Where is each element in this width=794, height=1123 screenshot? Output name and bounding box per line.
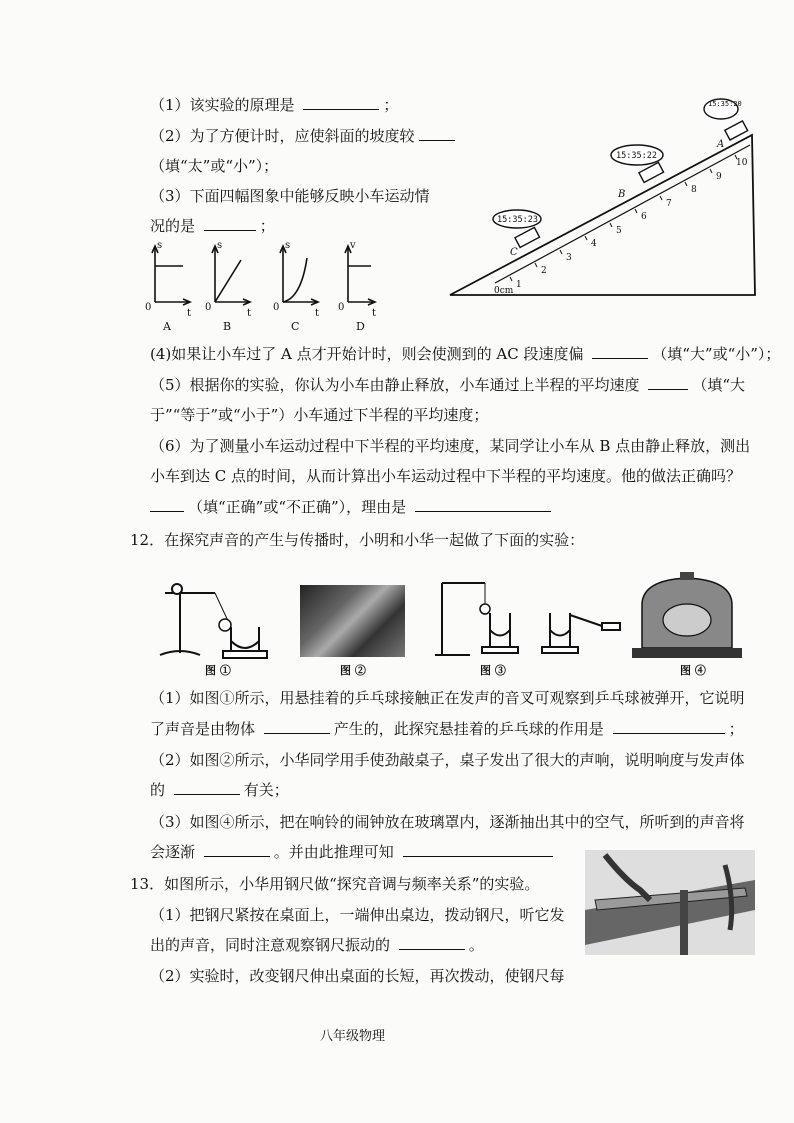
q11-p6-text: （6）为了测量小车运动过程中下半程的平均速度，某同学让小车从 B 点由静止释放，测出 (150, 437, 751, 455)
clock-a-time: 15:35:20 (708, 100, 742, 108)
page-footer: 八年级物理 (320, 1029, 386, 1044)
graph-b-letter: B (223, 320, 232, 333)
graph-c-yaxis: s (285, 240, 291, 251)
figure-2-table-photo (300, 585, 405, 657)
cart-a (725, 121, 748, 140)
ruler-tick-1: 1 (516, 280, 522, 290)
q11-part2-hint (150, 156, 278, 176)
answer-blank[interactable] (150, 497, 184, 512)
q11-p3-end: ； (259, 217, 275, 235)
graph-d-xaxis: t (372, 308, 377, 319)
graph-b-yaxis: s (217, 240, 223, 251)
q13-p1-text: （1）把钢尺紧按在桌面上，一端伸出桌边，拨动钢尺，听它发 (150, 906, 565, 924)
answer-blank[interactable] (648, 375, 688, 390)
ping-pong-ball-icon (219, 619, 231, 631)
q12-p1-text: （1）如图①所示，用悬挂着的乒乓球接触正在发声的音叉可观察到乒乓球被弹开，它说明 (150, 689, 745, 707)
q11-part4 (150, 344, 780, 364)
graph-a-letter: A (163, 320, 171, 333)
q11-part5 (150, 375, 745, 395)
q11-p1-end: ； (383, 96, 399, 114)
q11-p5-text: （5）根据你的实验，你认为小车由静止释放，小车通过上半程的平均速度 (150, 376, 645, 394)
q12-p3-text: （3）如图④所示，把在响铃的闹钟放在玻璃罩内，逐渐抽出其中的空气，所听到的声音将 (150, 813, 745, 831)
answer-blank[interactable] (204, 842, 270, 857)
q13-p1-text2: 出的声音，同时注意观察钢尺振动的 (150, 936, 395, 954)
q11-p3-text2: 况的是 (150, 217, 200, 235)
q11-p5-text2: 于”“等于”或“小于”）小车通过下半程的平均速度； (150, 406, 489, 424)
q12-intro-text: 12．在探究声音的产生与传播时，小明和小华一起做了下面的实验： (130, 531, 585, 549)
ruler-tick-2: 2 (541, 266, 547, 276)
answer-blank[interactable] (403, 842, 553, 857)
q11-part1 (150, 95, 398, 115)
q11-part6 (150, 436, 750, 456)
ping-pong-ball-icon (480, 604, 490, 614)
ruler-tick-8: 8 (691, 185, 697, 195)
answer-blank[interactable] (415, 497, 551, 512)
q13-part2 (150, 966, 565, 986)
figure-3-two-tuning-forks (430, 575, 630, 665)
q13-p1-end: 。 (468, 936, 484, 954)
q12-intro (130, 530, 584, 550)
ruler-tick-4: 4 (591, 239, 597, 249)
q12-part3 (150, 812, 745, 832)
fig-2-label: 图 ② (340, 664, 366, 677)
graph-c-letter: C (291, 320, 300, 333)
graph-d-letter: D (356, 320, 365, 333)
clock-b-time: 15:35:22 (616, 151, 657, 161)
graph-a-yaxis: s (157, 240, 163, 251)
q12-part3-cont (150, 842, 557, 862)
q11-part6-cont (150, 466, 741, 486)
q11-p5-hint: （填“大 (692, 376, 745, 394)
figure-4-bell-jar (632, 570, 742, 660)
q13-p2-text: （2）实验时，改变钢尺伸出桌面的长短，再次拨动，使钢尺每 (150, 967, 565, 985)
q12-p1-end: ； (728, 720, 744, 738)
ruler-tick-10: 10 (736, 158, 748, 168)
answer-blank[interactable] (264, 719, 330, 734)
fig-3-label: 图 ③ (480, 664, 506, 677)
q12-part1 (150, 688, 745, 708)
ruler-tick-3: 3 (566, 253, 572, 263)
answer-blank[interactable] (613, 719, 725, 734)
graph-b (212, 246, 250, 305)
q12-part2-cont (150, 780, 289, 800)
ruler-tick-7: 7 (666, 199, 672, 209)
q11-p2-hint: （填“太”或“小”）； (150, 157, 279, 175)
q12-part2 (150, 750, 745, 770)
fig-1-label: 图 ① (205, 664, 231, 677)
q11-p1-text: （1）该实验的原理是 (150, 96, 300, 114)
answer-blank[interactable] (174, 780, 240, 795)
ruler-ticks (510, 155, 737, 281)
q11-p6-text3: （填“正确”或“不正确”），理由是 (188, 498, 411, 516)
point-c-label: C (510, 247, 518, 258)
q11-p6-text2: 小车到达 C 点的时间，从而计算出小车运动过程中下半程的平均速度。他的做法正确吗？ (150, 467, 742, 485)
graph-a-origin: 0 (145, 302, 152, 313)
ruler-tick-6: 6 (641, 212, 647, 222)
alarm-clock-icon (663, 604, 711, 636)
answer-blank[interactable] (399, 935, 465, 950)
graph-b-origin: 0 (205, 302, 212, 313)
graph-c-origin: 0 (273, 302, 280, 313)
ruler-tick-5: 5 (616, 226, 622, 236)
cart-c (515, 227, 540, 247)
ruler-tick-9: 9 (716, 172, 722, 182)
motion-graphs (143, 240, 377, 335)
fig-4-label: 图 ④ (680, 664, 706, 677)
figure-1-tuning-fork-ball (155, 575, 270, 665)
point-b-label: B (618, 189, 626, 200)
graph-a (152, 246, 190, 305)
q11-p3-text: （3）下面四幅图象中能够反映小车运动情 (150, 187, 430, 205)
q13-intro (130, 874, 539, 894)
graph-b-xaxis: t (247, 308, 252, 319)
q12-p2-text2: 的 (150, 781, 170, 799)
q12-p3-text3: 。并由此推理可知 (273, 843, 399, 861)
graph-c-xaxis: t (315, 308, 320, 319)
answer-blank[interactable] (204, 216, 256, 231)
q13-part1 (150, 905, 565, 925)
q11-p4-end: （填“大”或“小”）； (652, 345, 781, 363)
q11-part3 (150, 186, 430, 206)
q13-intro-text: 13．如图所示，小华用钢尺做“探究音调与频率关系”的实验。 (130, 875, 540, 893)
q12-p2-text: （2）如图②所示，小华同学用手使劲敲桌子，桌子发出了很大的声响，说明响度与发声体 (150, 751, 745, 769)
q12-p1-text2: 了声音是由物体 (150, 720, 260, 738)
q11-part6-answer (150, 497, 555, 517)
q12-p2-end: 有关； (243, 781, 289, 799)
graph-c (280, 246, 318, 305)
clock-c-time: 15:35:23 (497, 215, 538, 225)
ruler-zero-label: 0cm (494, 286, 514, 296)
q11-part2 (150, 126, 459, 146)
answer-blank[interactable] (592, 344, 648, 359)
q11-part5-cont (150, 405, 488, 425)
steel-ruler-photo (585, 850, 755, 955)
q11-part3-cont (150, 216, 275, 236)
graph-d-yaxis: v (350, 240, 356, 251)
point-a-label: A (717, 139, 725, 150)
answer-blank[interactable] (303, 95, 379, 110)
incline-diagram (450, 95, 770, 305)
graph-d (345, 246, 375, 305)
q12-p3-text2: 会逐渐 (150, 843, 200, 861)
q12-part1-cont (150, 719, 744, 739)
graph-d-origin: 0 (338, 302, 345, 313)
q11-p4-text: (4)如果让小车过了 A 点才开始计时，则会使测到的 AC 段速度偏 (150, 345, 589, 363)
q12-p1-text3: 产生的，此探究悬挂着的乒乓球的作用是 (333, 720, 609, 738)
q13-part1-cont (150, 935, 484, 955)
graph-a-xaxis: t (187, 308, 192, 319)
q11-p2-text: （2）为了方便计时，应使斜面的坡度较 (150, 127, 415, 145)
